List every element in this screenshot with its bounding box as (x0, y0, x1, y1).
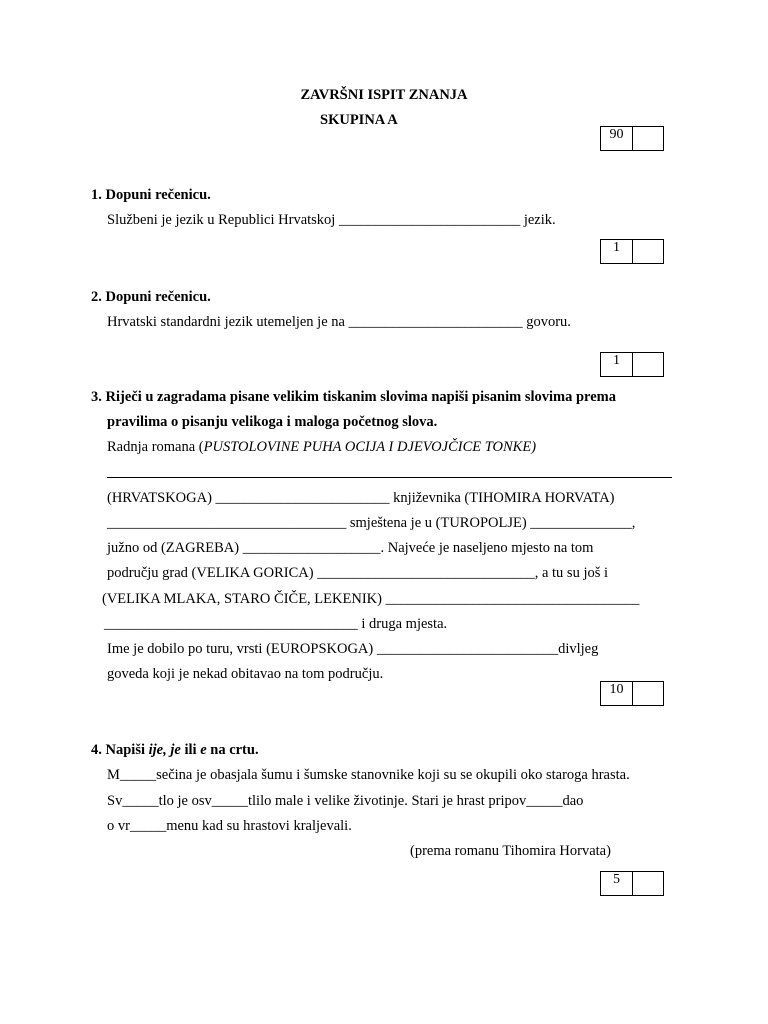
q4-heading-mid: ili (180, 742, 201, 758)
exam-title: ZAVRŠNI ISPIT ZNANJA (300, 87, 468, 103)
q4-heading-option2: e (200, 742, 207, 758)
q3-points: 10 (601, 682, 633, 705)
total-points: 90 (601, 127, 633, 150)
q3-score-field[interactable] (633, 682, 663, 705)
q3-line3[interactable]: (HRVATSKOGA) ________________________ književnika (TIHOMIRA HORVATA) (107, 490, 615, 506)
total-score-field[interactable] (633, 127, 663, 150)
q3-intro-title: PUSTOLOVINE PUHA OCIJA I DJEVOJČICE TONKE) (203, 439, 537, 455)
q4-source: (prema romanu Tihomira Horvata) (410, 843, 611, 859)
q3-line7[interactable]: (VELIKA MLAKA, STARO ČIČE, LEKENIK) ___________________________________ (102, 591, 640, 607)
q1-points: 1 (601, 240, 633, 263)
q3-line5[interactable]: južno od (ZAGREBA) ___________________. Najveće je naseljeno mjesto na tom (107, 540, 594, 556)
q2-score-box (600, 352, 664, 377)
q2-points: 1 (601, 353, 633, 376)
q4-line2[interactable]: Sv_____tlo je osv_____tlilo male i velike životinje. Stari je hrast pripov_____dao (107, 793, 584, 809)
total-score-box (600, 126, 664, 151)
q3-line6[interactable]: području grad (VELIKA GORICA) ______________________________, a tu su još i (107, 565, 609, 581)
q3-score-box (600, 681, 664, 706)
q1-heading: 1. Dopuni rečenicu. (91, 187, 211, 203)
q2-score-field[interactable] (633, 353, 663, 376)
q4-points: 5 (601, 872, 633, 895)
q1-sentence[interactable]: Službeni je jezik u Republici Hrvatskoj _________________________ jezik. (107, 212, 556, 228)
q3-intro (107, 438, 536, 456)
q3-line9[interactable]: Ime je dobilo po turu, vrsti (EUROPSKOGA) _________________________divljeg (107, 641, 599, 657)
q3-line10: goveda koji je nekad obitavao na tom području. (107, 666, 384, 682)
q4-heading-prefix: 4. Napiši (91, 742, 149, 758)
q4-heading (91, 741, 259, 759)
exam-group: SKUPINA A (320, 112, 398, 128)
q3-line4[interactable]: _________________________________ smještena je u (TUROPOLJE) ______________, (107, 515, 636, 531)
q4-line1[interactable]: M_____sečina je obasjala šumu i šumske stanovnike koji su se okupili oko staroga hrasta. (107, 767, 630, 783)
q1-score-field[interactable] (633, 240, 663, 263)
q3-heading-line1: 3. Riječi u zagradama pisane velikim tiskanim slovima napiši pisanim slovima prema (91, 389, 616, 405)
q3-answer-line[interactable] (107, 477, 672, 478)
q4-line3[interactable]: o vr_____menu kad su hrastovi kraljevali. (107, 818, 352, 834)
q3-line8[interactable]: ___________________________________ i druga mjesta. (104, 616, 448, 632)
q3-heading-line2: pravilima o pisanju velikoga i maloga početnog slova. (107, 414, 438, 430)
q1-score-box (600, 239, 664, 264)
q4-score-field[interactable] (633, 872, 663, 895)
q4-score-box (600, 871, 664, 896)
q4-heading-suffix: na crtu. (206, 742, 259, 758)
q3-intro-prefix: Radnja romana ( (107, 439, 204, 455)
q4-heading-option1: ije, je (148, 742, 181, 758)
q2-sentence[interactable]: Hrvatski standardni jezik utemeljen je na ________________________ govoru. (107, 314, 571, 330)
q2-heading: 2. Dopuni rečenicu. (91, 289, 211, 305)
